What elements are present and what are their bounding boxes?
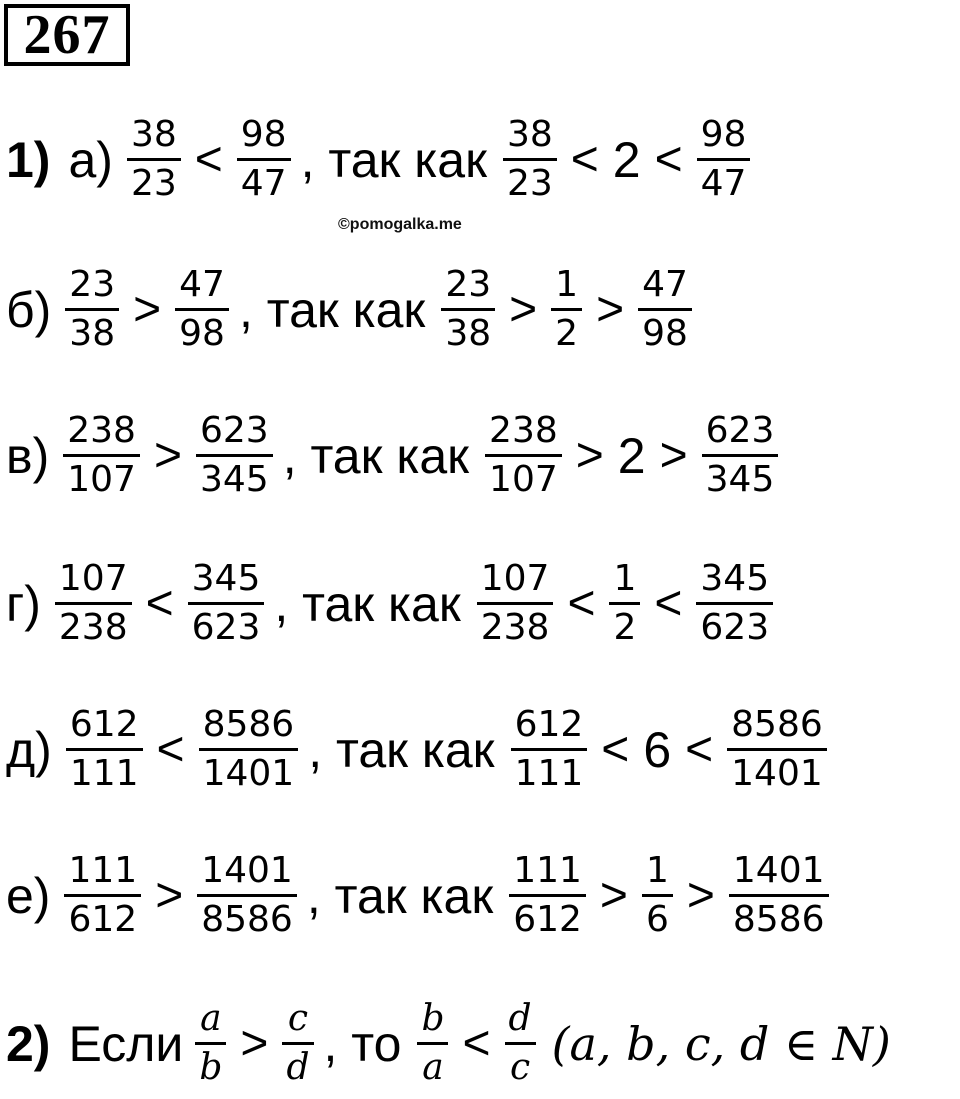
fraction: $\frac{98}{47}$ (237, 112, 291, 207)
part-number-1: 1) (6, 131, 51, 188)
problem-number: 267 (4, 4, 130, 66)
fraction: $\frac{23}{38}$ (65, 262, 119, 357)
fraction: $\frac{623}{345}$ (702, 408, 779, 503)
fraction: $\frac{98}{47}$ (697, 112, 751, 207)
comparison-sign: > (155, 869, 184, 922)
fraction: $\frac{38}{23}$ (127, 112, 181, 207)
fraction: $\frac{612}{111}$ (66, 702, 143, 797)
fraction: $\frac{345}{623}$ (188, 556, 265, 651)
comparison-sign: < (194, 133, 223, 186)
comparison-sign: < (654, 133, 683, 186)
because-text: , так как (308, 721, 495, 778)
because-text: , так как (274, 575, 461, 632)
row-v (6, 408, 784, 503)
comparison-sign: > (686, 869, 715, 922)
comparison-sign: < (685, 723, 714, 776)
because-text: , так как (306, 867, 494, 924)
comparison-sign: > (153, 429, 182, 482)
fraction: $\frac{1401}{8586}$ (197, 848, 297, 943)
row-a (6, 112, 756, 207)
fraction: $\frac{111}{612}$ (509, 848, 586, 943)
fraction: $\frac{238}{107}$ (485, 408, 562, 503)
fraction: $\frac{111}{612}$ (64, 848, 141, 943)
row-label: а) (68, 131, 113, 188)
because-text: , так как (238, 281, 426, 338)
because-text: , так как (282, 427, 470, 484)
fraction: $\frac{1401}{8586}$ (729, 848, 829, 943)
part2-row (6, 996, 891, 1091)
comparison-sign: > (575, 429, 604, 482)
row-label: д) (6, 721, 52, 778)
fraction: $\frac{238}{107}$ (63, 408, 140, 503)
fraction: $\frac{b}{a}$ (417, 996, 448, 1091)
fraction: $\frac{345}{623}$ (696, 556, 773, 651)
row-label: б) (6, 281, 52, 338)
fraction: $\frac{47}{98}$ (638, 262, 692, 357)
comparison-sign: > (596, 283, 625, 336)
comparison-sign: > (240, 1017, 269, 1070)
fraction: $\frac{107}{238}$ (55, 556, 132, 651)
fraction: $\frac{c}{d}$ (282, 996, 313, 1091)
fraction: $\frac{23}{38}$ (441, 262, 495, 357)
row-label: г) (6, 575, 41, 632)
comparison-sign: < (156, 723, 185, 776)
middle-value: 6 (643, 721, 672, 778)
comparison-sign: < (462, 1017, 491, 1070)
fraction: $\frac{8586}{1401}$ (199, 702, 299, 797)
middle-value: 2 (612, 131, 641, 188)
middle-fraction: $\frac{1}{2}$ (609, 556, 640, 651)
middle-fraction: $\frac{1}{2}$ (551, 262, 582, 357)
then-text: , то (323, 1015, 402, 1072)
part-number-2: 2) (6, 1015, 51, 1072)
middle-fraction: $\frac{1}{6}$ (642, 848, 673, 943)
row-label: е) (6, 867, 51, 924)
comparison-sign: < (145, 577, 174, 630)
fraction: $\frac{623}{345}$ (196, 408, 273, 503)
fraction: $\frac{a}{b}$ (195, 996, 226, 1091)
comparison-sign: < (601, 723, 630, 776)
row-b (6, 262, 698, 357)
if-text: Если (68, 1015, 184, 1072)
because-text: , так как (300, 131, 487, 188)
row-e (6, 848, 835, 943)
fraction: $\frac{47}{98}$ (175, 262, 229, 357)
comparison-sign: < (567, 577, 596, 630)
middle-value: 2 (617, 427, 646, 484)
row-g (6, 556, 779, 651)
comparison-sign: > (133, 283, 162, 336)
fraction: $\frac{8586}{1401}$ (727, 702, 827, 797)
comparison-sign: < (570, 133, 599, 186)
comparison-sign: > (659, 429, 688, 482)
comparison-sign: > (599, 869, 628, 922)
fraction: $\frac{38}{23}$ (503, 112, 557, 207)
watermark: ©pomogalka.me (338, 216, 462, 233)
fraction: $\frac{107}{238}$ (477, 556, 554, 651)
fraction: $\frac{612}{111}$ (511, 702, 588, 797)
row-label: в) (6, 427, 50, 484)
condition-set: (a, b, c, d ∈ N) (551, 1016, 891, 1071)
comparison-sign: < (654, 577, 683, 630)
row-d (6, 702, 833, 797)
comparison-sign: > (509, 283, 538, 336)
fraction: $\frac{d}{c}$ (505, 996, 536, 1091)
